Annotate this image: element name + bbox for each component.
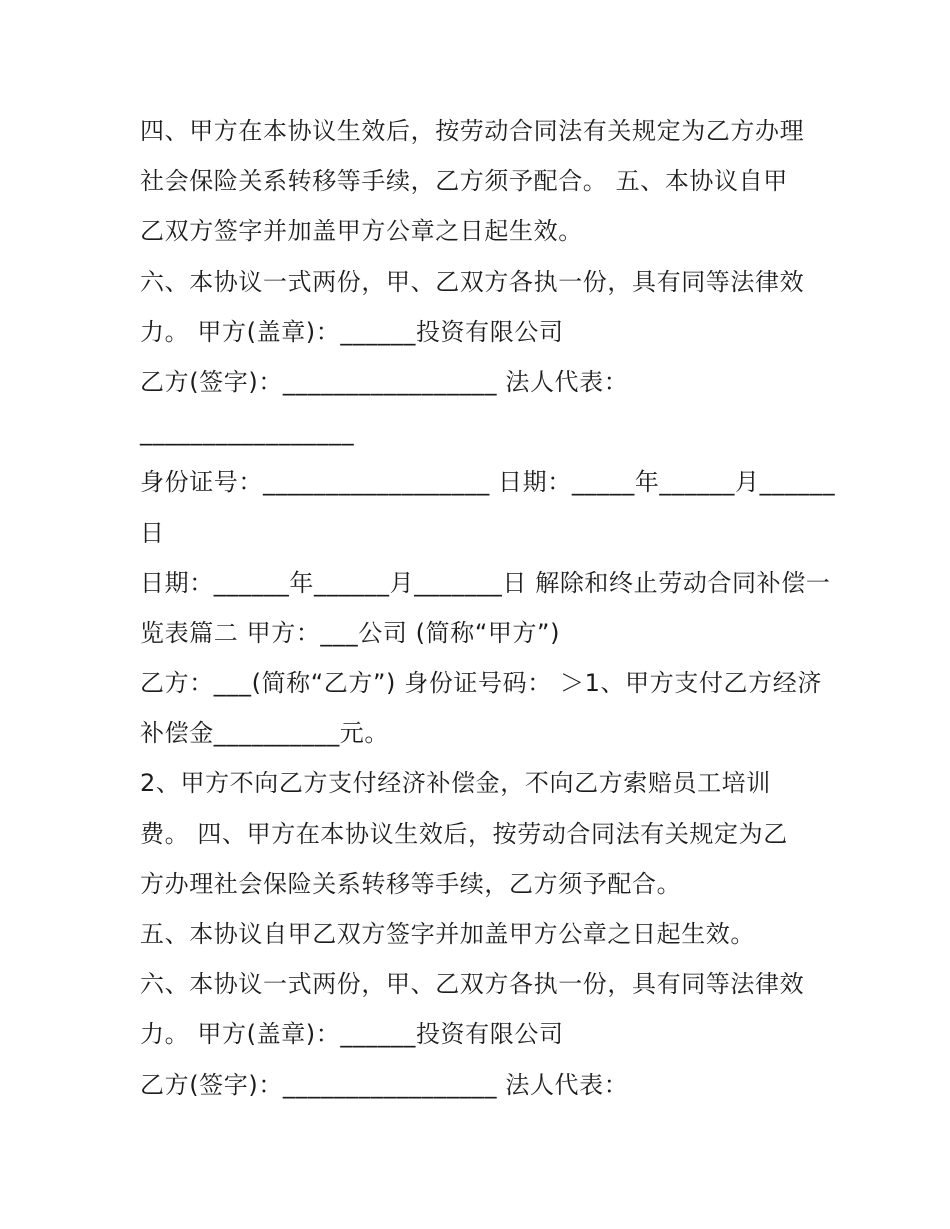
text-line: _________________: [140, 418, 355, 447]
text-line: 日期：______年______月_______日 解除和终止劳动合同补偿一: [140, 568, 831, 597]
text-line: 乙方：___(简称“乙方”) 身份证号码： ＞1、甲方支付乙方经济: [140, 669, 822, 698]
text-line: 六、本协议一式两份，甲、乙双方各执一份，具有同等法律效: [140, 267, 805, 296]
text-line: 乙方(签字)：_________________ 法人代表：: [140, 367, 629, 396]
text-line: 乙方(签字)：_________________ 法人代表：: [140, 1070, 629, 1099]
text-line: 力。 甲方(盖章)：______投资有限公司: [140, 317, 564, 346]
text-line: 日: [140, 518, 165, 547]
text-line: 五、本协议自甲乙双方签字并加盖甲方公章之日起生效。: [140, 920, 755, 948]
text-line: 四、甲方在本协议生效后，按劳动合同法有关规定为乙方办理: [140, 117, 805, 145]
text-line: 方办理社会保险关系转移等手续，乙方须予配合。: [140, 869, 682, 898]
document-body: [140, 106, 836, 1110]
text-line: 社会保险关系转移等手续，乙方须予配合。 五、本协议自甲: [140, 167, 788, 196]
text-line: 身份证号：__________________ 日期：_____年______月______: [140, 468, 836, 497]
text-line: 览表篇二 甲方：___公司 (简称“甲方”): [140, 618, 561, 647]
text-line: 2、甲方不向乙方支付经济补偿金，不向乙方索赔员工培训: [140, 769, 771, 798]
text-line: 费。 四、甲方在本协议生效后，按劳动合同法有关规定为乙: [140, 819, 788, 848]
text-line: 六、本协议一式两份，甲、乙双方各执一份，具有同等法律效: [140, 970, 805, 999]
text-line: 乙双方签字并加盖甲方公章之日起生效。: [140, 217, 583, 246]
text-line: 补偿金__________元。: [140, 719, 389, 748]
text-line: 力。 甲方(盖章)：______投资有限公司: [140, 1020, 564, 1049]
